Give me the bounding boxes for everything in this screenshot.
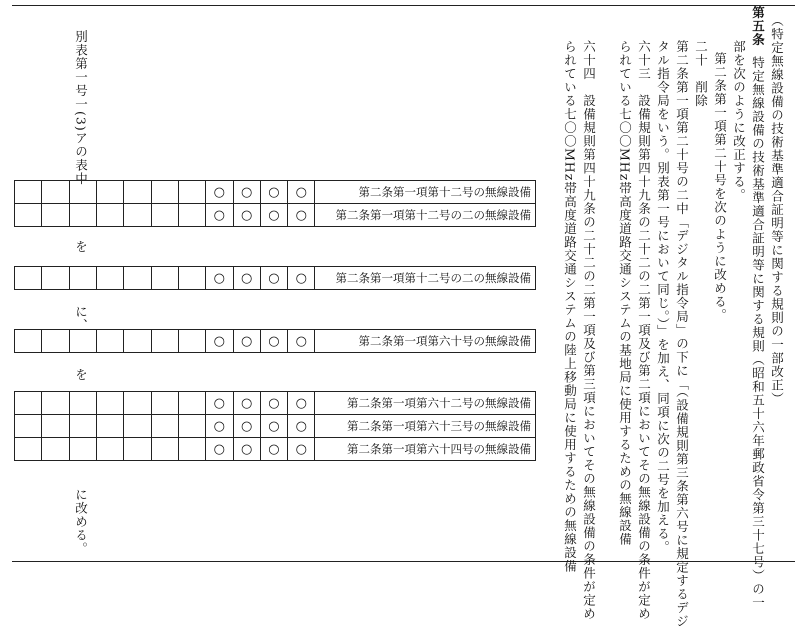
table-row-label: 第二条第一項第十二号の二の無線設備	[315, 204, 536, 227]
table-3	[14, 329, 536, 353]
article-body-line-1: 特定無線設備の技術基準適合証明等に関する規則（昭和五十六年郵政省令第三十七号）の一	[750, 56, 766, 610]
table-row-label: 第二条第一項第六十二号の無線設備	[315, 392, 536, 415]
table-row: ○ ○ ○ ○ 第二条第一項第十二号の二の無線設備	[15, 267, 536, 290]
table-row: ○ ○ ○ ○ 第二条第一項第六十三号の無線設備	[15, 415, 536, 438]
table-row: ○ ○ ○ ○ 第二条第一項第十二号の二の無線設備	[15, 204, 536, 227]
table-reference: 別表第一号一(3)アの表中	[73, 30, 89, 186]
table-row: ○ ○ ○ ○ 第二条第一項第六十号の無線設備	[15, 330, 536, 353]
table-2	[14, 266, 536, 290]
connector-ni: に、	[73, 305, 89, 332]
table-row-label: 第二条第一項第六十三号の無線設備	[315, 415, 536, 438]
table-row-label: 第二条第一項第十二号の無線設備	[315, 181, 536, 204]
item63-line-2: られている七〇〇MHz帯高度道路交通システムの基地局に使用するための無線設備	[617, 40, 633, 546]
table-row-label: 第二条第一項第六十四号の無線設備	[315, 438, 536, 461]
item64-line-1: 六十四 設備規則第四十九条の二十二の二第一項及び第三項においてその無線設備の条件が定め	[581, 40, 597, 621]
para1-line-2: タル指令局をいう。別表第一号において同じ。）」を加え、同項に次の二号を加える。	[655, 40, 671, 554]
table-row-label: 第二条第一項第十二号の二の無線設備	[315, 267, 536, 290]
table-row-label: 第二条第一項第六十号の無線設備	[315, 330, 536, 353]
table-row: ○ ○ ○ ○ 第二条第一項第十二号の無線設備	[15, 181, 536, 204]
item64-line-2: られている七〇〇MHz帯高度道路交通システムの陸上移動局に使用するための無線設備	[562, 40, 578, 573]
table-4	[14, 391, 536, 461]
article-body-line-2: 部を次のように改正する。	[731, 40, 747, 202]
connector-wo-2: を	[73, 368, 89, 382]
item-20: 二十 削除	[693, 40, 709, 108]
para1-line-1: 第二条第一項第二十号の二中「デジタル指令局」の下に「（設備規則第三条第六号に規定するデジ	[674, 40, 690, 628]
table-1	[14, 180, 536, 227]
amend-intro: 第二条第一項第二十号を次のように改める。	[712, 52, 728, 322]
article-number: 第五条	[750, 6, 766, 47]
table-row: ○ ○ ○ ○ 第二条第一項第六十二号の無線設備	[15, 392, 536, 415]
top-rule	[12, 5, 795, 6]
connector-wo-1: を	[73, 240, 89, 254]
closing-text: に改める。	[73, 488, 89, 556]
heading: （特定無線設備の技術基準適合証明等に関する規則の一部改正）	[769, 14, 785, 406]
item63-line-1: 六十三 設備規則第四十九条の二十二の二第一項及び第二項においてその無線設備の条件が定め	[636, 40, 652, 621]
table-row: ○ ○ ○ ○ 第二条第一項第六十四号の無線設備	[15, 438, 536, 461]
